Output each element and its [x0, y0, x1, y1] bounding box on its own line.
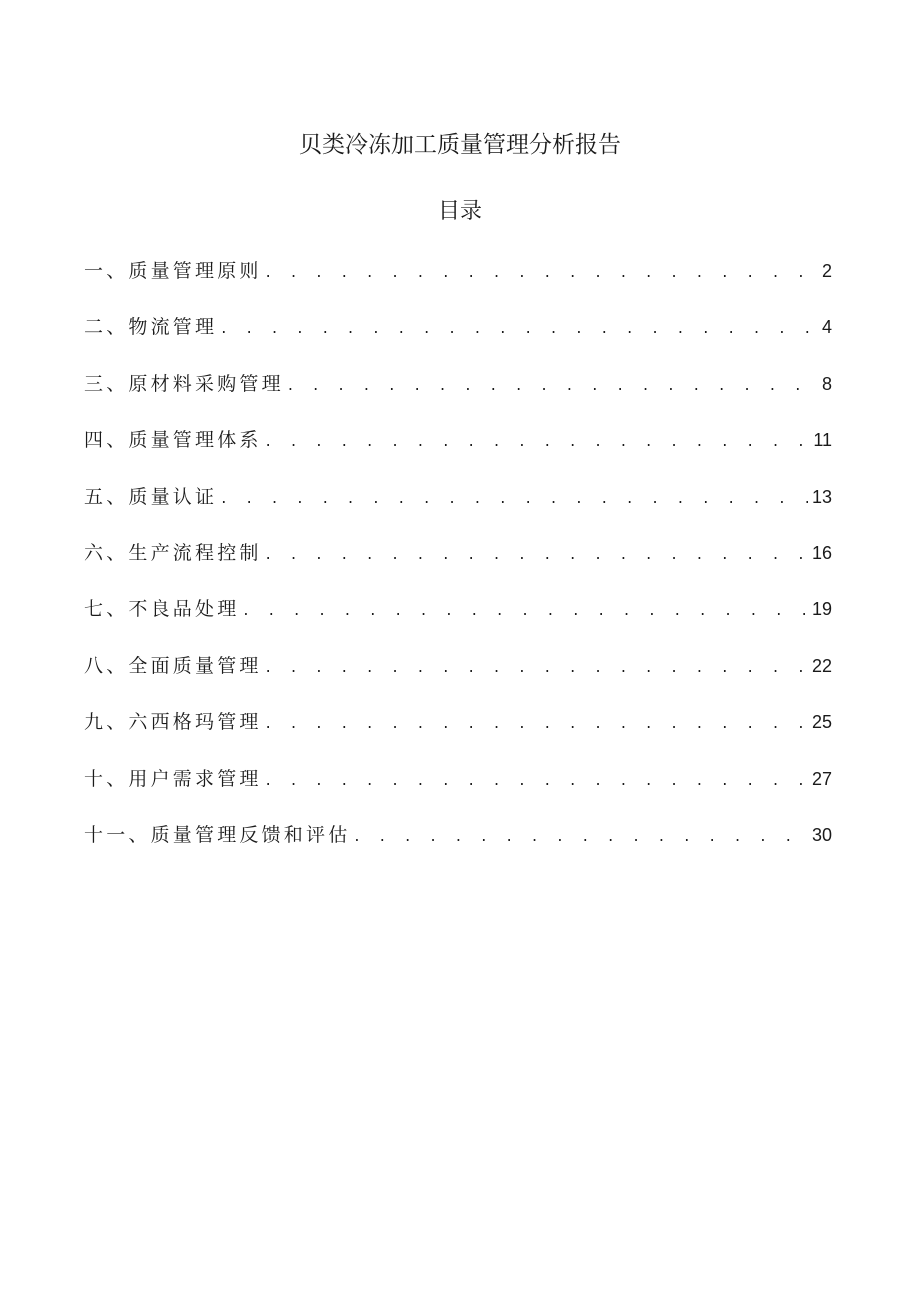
- toc-dot-leader: [243, 594, 808, 626]
- toc-dot-leader: [221, 482, 808, 514]
- toc-entry-feedback-evaluation[interactable]: [84, 819, 832, 875]
- toc-entry-label: 六、生产流程控制: [84, 541, 262, 564]
- toc-entry-page: 13: [811, 486, 832, 507]
- toc-entry-quality-principles[interactable]: [84, 255, 832, 311]
- toc-entry-page: 2: [821, 261, 832, 281]
- toc-dot-leader: [266, 651, 808, 683]
- toc-entry-label: 四、质量管理体系: [84, 429, 262, 452]
- toc-entry-label: 九、六西格玛管理: [84, 711, 262, 734]
- toc-entry-label: 一、质量管理原则: [84, 260, 262, 282]
- toc-entry-page: 19: [811, 599, 832, 620]
- toc-entry-process-control[interactable]: [84, 537, 832, 593]
- toc-dot-leader: [266, 538, 808, 570]
- toc-dot-leader: [354, 820, 808, 852]
- toc-entry-label: 五、质量认证: [84, 485, 218, 508]
- toc-entry-quality-certification[interactable]: [84, 481, 832, 537]
- toc-entry-label: 十、用户需求管理: [84, 767, 262, 790]
- toc-entry-logistics[interactable]: [84, 311, 832, 367]
- toc-entry-six-sigma[interactable]: [84, 706, 832, 762]
- table-of-contents: [84, 255, 832, 875]
- toc-entry-total-quality-management[interactable]: [84, 650, 832, 706]
- toc-entry-page: 30: [811, 824, 832, 845]
- document-title: 贝类冷冻加工质量管理分析报告: [299, 132, 621, 158]
- toc-entry-page: 16: [811, 542, 832, 563]
- toc-dot-leader: [266, 425, 810, 457]
- toc-dot-leader: [266, 707, 808, 739]
- toc-entry-label: 三、原材料采购管理: [84, 372, 284, 395]
- toc-entry-user-requirements[interactable]: [84, 763, 832, 819]
- toc-dot-leader: [266, 256, 818, 288]
- toc-entry-label: 二、物流管理: [84, 316, 218, 339]
- toc-dot-leader: [266, 764, 808, 796]
- toc-entry-page: 4: [821, 317, 832, 338]
- toc-entry-page: 11: [813, 430, 832, 451]
- toc-entry-defect-handling[interactable]: [84, 593, 832, 649]
- toc-dot-leader: [288, 369, 818, 401]
- toc-entry-label: 八、全面质量管理: [84, 654, 262, 677]
- toc-dot-leader: [221, 312, 818, 344]
- toc-entry-page: 22: [811, 655, 832, 676]
- toc-entry-page: 8: [821, 373, 832, 394]
- toc-entry-page: 27: [811, 768, 832, 789]
- toc-entry-quality-system[interactable]: [84, 424, 832, 480]
- toc-heading: 目录: [437, 199, 482, 224]
- toc-entry-label: 七、不良品处理: [84, 598, 240, 621]
- toc-entry-page: 25: [811, 712, 832, 733]
- toc-entry-raw-material-procurement[interactable]: [84, 368, 832, 424]
- toc-entry-label: 十一、质量管理反馈和评估: [84, 823, 351, 846]
